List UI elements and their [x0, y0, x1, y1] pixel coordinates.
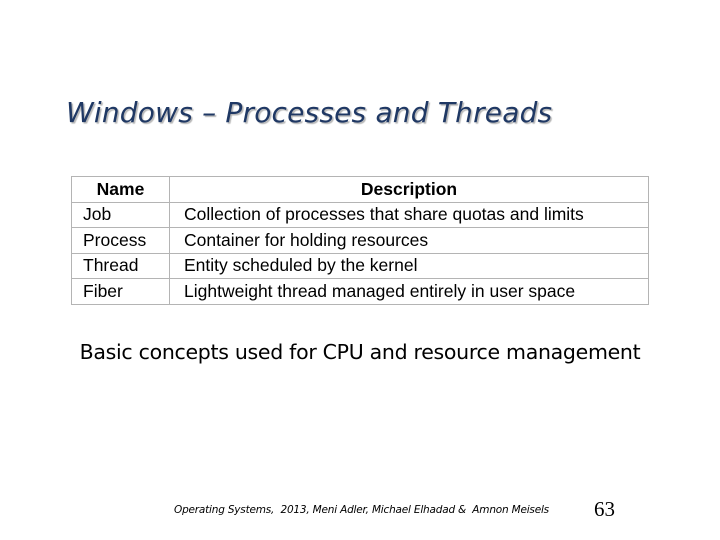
footer-credits: Operating Systems, 2013, Meni Adler, Michael Elhadad & Amnon Meisels — [174, 504, 549, 516]
cell-name: Fiber — [72, 279, 170, 305]
slide-title: Windows – Processes and Threads — [66, 96, 553, 129]
table-header-row — [72, 177, 649, 203]
table-row-process — [72, 228, 649, 254]
concepts-table — [71, 176, 649, 305]
cell-description: Container for holding resources — [170, 228, 649, 254]
cell-name: Process — [72, 228, 170, 254]
page-number: 63 — [594, 497, 615, 521]
header-name: Name — [72, 177, 170, 203]
cell-description: Entity scheduled by the kernel — [170, 253, 649, 279]
cell-name: Thread — [72, 253, 170, 279]
table-row-fiber — [72, 279, 649, 305]
header-description: Description — [170, 177, 649, 203]
table-row-job — [72, 202, 649, 228]
cell-name: Job — [72, 202, 170, 228]
slide-caption: Basic concepts used for CPU and resource management — [79, 340, 641, 364]
cell-description: Lightweight thread managed entirely in user space — [170, 279, 649, 305]
table-row-thread — [72, 253, 649, 279]
cell-description: Collection of processes that share quotas and limits — [170, 202, 649, 228]
